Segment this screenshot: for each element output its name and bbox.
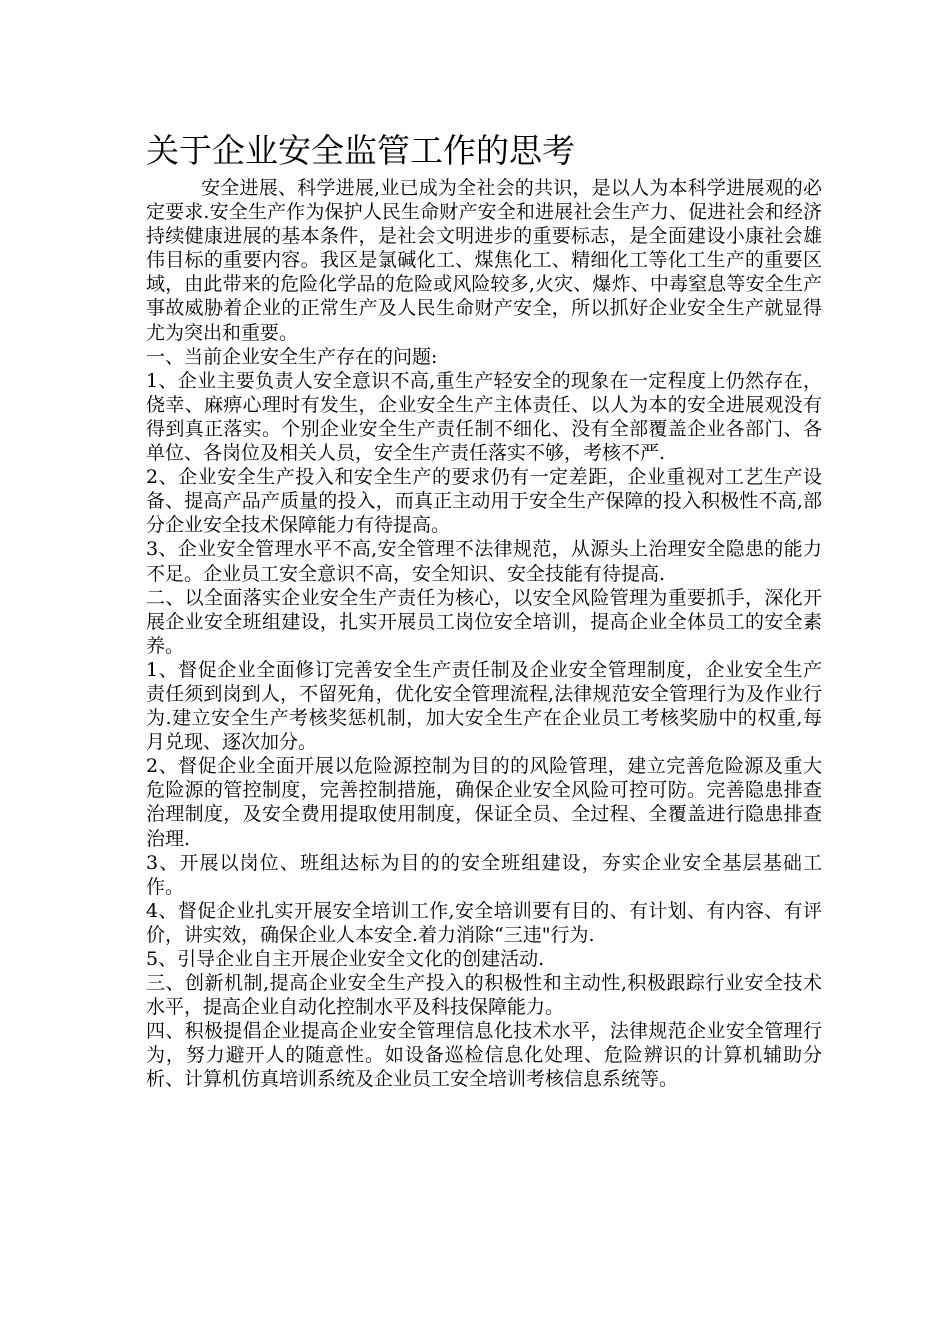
paragraph-intro: 安全进展、科学进展,业已成为全社会的共识，是以人为本科学进展观的必定要求.安全生产作为保护人民生命财产安全和进展社会生产力、促进社会和经济持续健康进展的基本条件，是社会文明进步的重要标志，是全面建设小康社会雄伟目标的重要内容。我区是氯碱化工、煤焦化工、精细化工等化工生产的重要区域，由此带来的危险化学品的危险或风险较多,火灾、爆炸、中毒窒息等安全生产事故威胁着企业的正常生产及人民生命财产安全，所以抓好企业安全生产就显得尤为突出和重要。 (146, 177, 822, 344)
paragraph-2-3: 3、开展以岗位、班组达标为目的的安全班组建设，夯实企业安全基层基础工作。 (146, 851, 822, 898)
document-page (146, 128, 822, 1092)
paragraph-1-1: 1、企业主要负责人安全意识不高,重生产轻安全的现象在一定程度上仍然存在，侥幸、麻痹心理时有发生，企业安全生产主体责任、以人为本的安全进展观没有得到真正落实。个别企业安全生产责任制不细化、没有全部覆盖企业各部门、各单位、各岗位及相关人员，安全生产责任落实不够，考核不严. (146, 369, 822, 465)
paragraph-2-5: 5、引导企业自主开展企业安全文化的创建活动. (146, 948, 545, 970)
paragraph-1-2: 2、企业安全生产投入和安全生产的要求仍有一定差距，企业重视对工艺生产设备、提高产品产质量的投入，而真正主动用于安全生产保障的投入积极性不高,部分企业安全技术保障能力有待提高。 (146, 466, 822, 537)
paragraph-2-4: 4、督促企业扎实开展安全培训工作,安全培训要有目的、有计划、有内容、有评价，讲实效，确保企业人本安全.着力消除“三违"行为. (146, 899, 822, 946)
paragraph-2-1: 1、督促企业全面修订完善安全生产责任制及企业安全管理制度，企业安全生产责任须到岗到人，不留死角，优化安全管理流程,法律规范安全管理行为及作业行为.建立安全生产考核奖惩机制，加大安全生产在企业员工考核奖励中的权重,每月兑现、逐次加分。 (146, 658, 822, 754)
section-heading-1: 一、当前企业安全生产存在的问题: (146, 345, 438, 368)
paragraph-2-2: 2、督促企业全面开展以危险源控制为目的的风险管理，建立完善危险源及重大危险源的管控制度，完善控制措施，确保企业安全风险可控可防。完善隐患排查治理制度，及安全费用提取使用制度，保证全员、全过程、全覆盖进行隐患排查治理. (146, 755, 822, 850)
paragraph-1-3: 3、企业安全管理水平不高,安全管理不法律规范，从源头上治理安全隐患的能力不足。企业员工安全意识不高，安全知识、安全技能有待提高. (146, 538, 822, 585)
document-title: 关于企业安全监管工作的思考 (146, 131, 575, 170)
section-heading-4: 四、积极提倡企业提高企业安全管理信息化技术水平，法律规范企业安全管理行为，努力避开人的随意性。如设备巡检信息化处理、危险辨识的计算机辅助分析、计算机仿真培训系统及企业员工安全培训考核信息系统等。 (146, 1020, 822, 1091)
section-heading-3: 三、创新机制,提高企业安全生产投入的积极性和主动性,积极跟踪行业安全技术水平，提高企业自动化控制水平及科技保障能力。 (146, 972, 822, 1019)
section-heading-2: 二、以全面落实企业安全生产责任为核心，以安全风险管理为重要抓手，深化开展企业安全班组建设，扎实开展员工岗位安全培训，提高企业全体员工的安全素养。 (146, 586, 822, 657)
